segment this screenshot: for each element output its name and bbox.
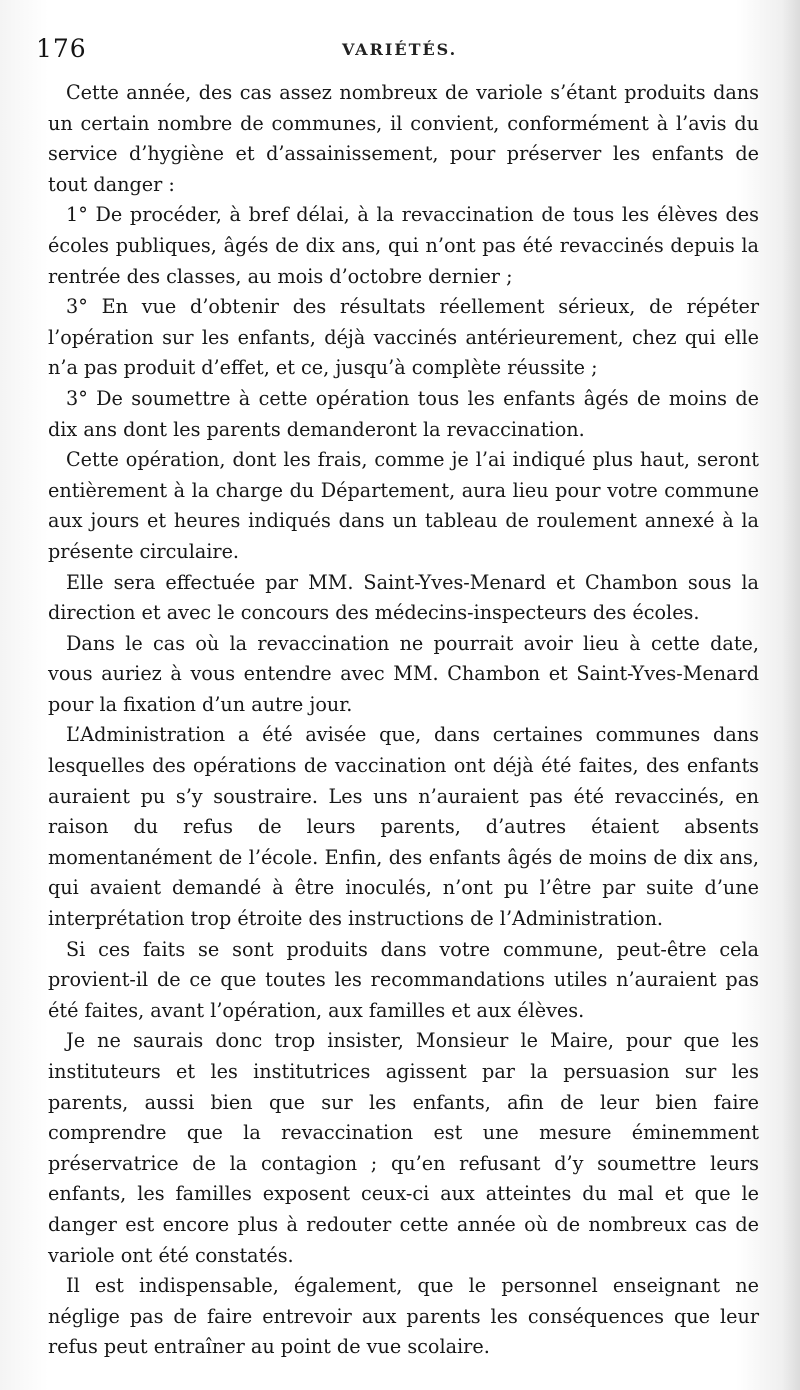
page-header (36, 34, 764, 68)
scan-edge-shadow (782, 0, 800, 1390)
running-head: VARIÉTÉS. (342, 40, 458, 59)
paragraph-reschedule: Dans le cas où la revaccination ne pourrait avoir lieu à cette date, vous auriez à vous entendre avec MM. Chambon et Saint-Yves-Menard pour la fixation d’un autre jour. (48, 631, 759, 716)
paragraph-performed-by: Elle sera effectuée par MM. Saint-Yves-Menard et Chambon sous la direction et avec le concours des médecins-inspecteurs des écoles. (48, 570, 759, 625)
paragraph-intro: Cette année, des cas assez nombreux de variole s’étant produits dans un certain nombre de communes, il convient, conformément à l’avis du service d’hygiène et d’assainissement, pour préserver les enfants de tout danger : (48, 81, 759, 196)
paragraph-item-2: 3° En vue d’obtenir des résultats réellement sérieux, de répéter l’opération sur les enfants, déjà vaccinés antérieurement, chez qui elle n’a pas produit d’effet, et ce, jusqu’à complète réussite ; (48, 295, 759, 380)
paragraph-item-1: 1° De procéder, à bref délai, à la revaccination de tous les élèves des écoles publiques, âgés de dix ans, qui n’ont pas été revaccinés depuis la rentrée des classes, au mois d’octobre dernier ; (48, 203, 759, 288)
paragraph-insist: Je ne saurais donc trop insister, Monsieur le Maire, pour que les instituteurs et les institutrices agissent par la persuasion sur les parents, aussi bien que sur les enfants, afin de leur bien faire comprendre que la revaccination est une mesure éminemment préservatrice de la contagion ; qu’en refusant d’y soumettre leurs enfants, les familles exposent ceux-ci aux atteintes du mal et que le danger est encore plus à redouter cette année où de nombreux cas de variole ont été constatés. (48, 1029, 759, 1267)
paragraph-closing: Il est indispensable, également, que le personnel enseignant ne néglige pas de faire entrevoir aux parents les conséquences que leur refus peut entraîner au point de vue scolaire. (48, 1274, 759, 1359)
paragraph-administration: L’Administration a été avisée que, dans certaines communes dans lesquelles des opérations de vaccination ont déjà été faites, des enfants auraient pu s’y soustraire. Les uns n’auraient pas été revaccinés, en raison du refus de leurs parents, d’autres étaient absents momentanément de l’école. Enfin, des enfants âgés de moins de dix ans, qui avaient demandé à être inoculés, n’ont pu l’être par suite d’une interprétation trop étroite des instructions de l’Administration. (48, 723, 759, 931)
paragraph-item-3: 3° De soumettre à cette opération tous les enfants âgés de moins de dix ans dont les parents demanderont la revaccination. (48, 386, 759, 441)
paragraph-facts: Si ces faits se sont produits dans votre commune, peut-être cela provient-il de ce que toutes les recommandations utiles n’auraient pas été faites, avant l’opération, aux familles et aux élèves. (48, 937, 759, 1022)
page-number: 176 (36, 34, 87, 63)
body-text (48, 78, 759, 1363)
paragraph-costs: Cette opération, dont les frais, comme je l’ai indiqué plus haut, seront entièrement à la charge du Département, aura lieu pour votre commune aux jours et heures indiqués dans un tableau de roulement annexé à la présente circulaire. (48, 448, 759, 563)
